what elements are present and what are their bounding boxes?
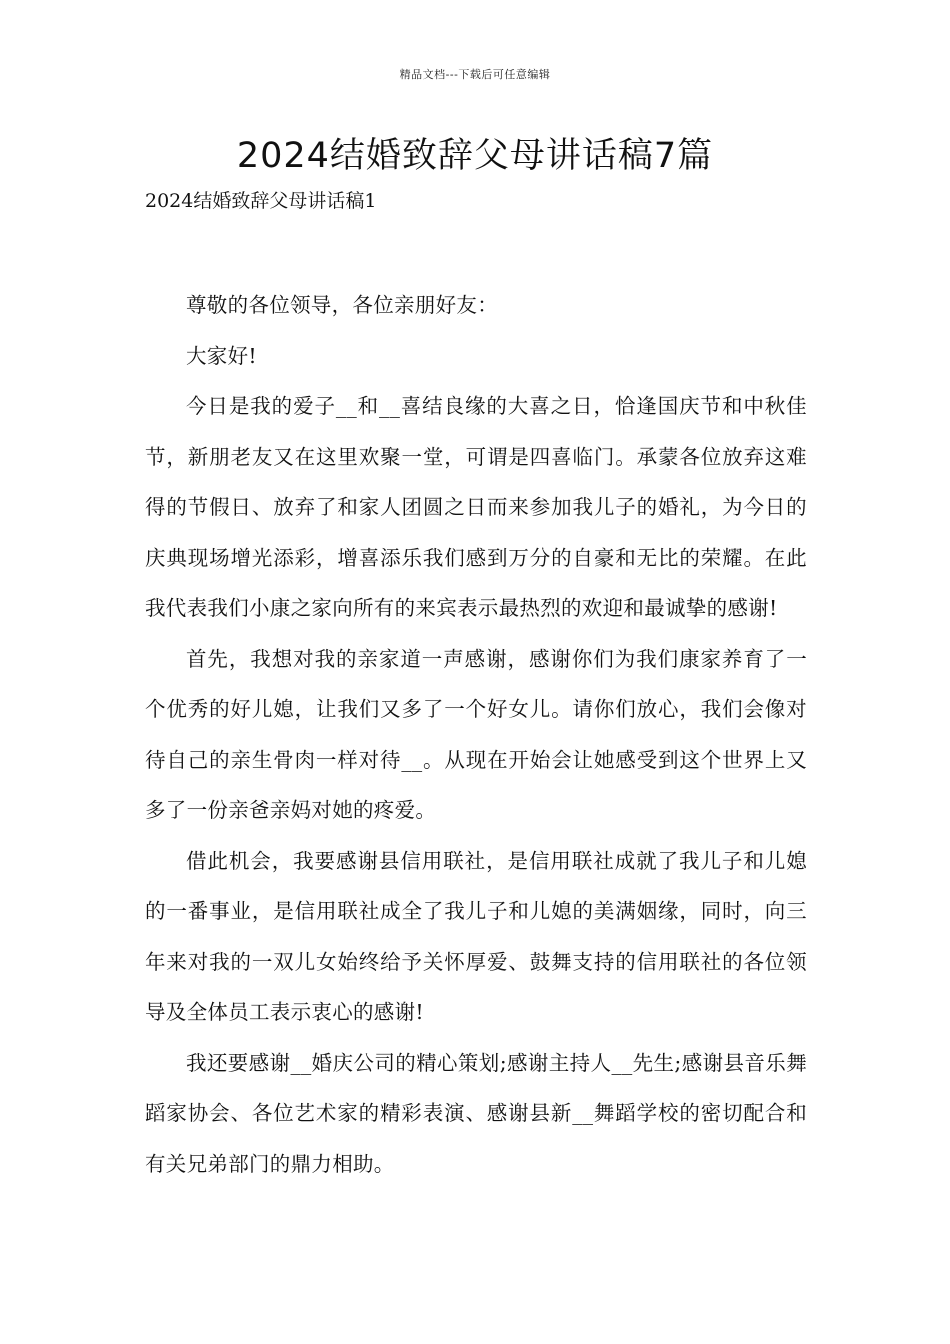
- paragraph-salutation: 尊敬的各位领导，各位亲朋好友：: [186, 293, 498, 317]
- header-note: 精品文档---下载后可任意编辑: [399, 68, 551, 81]
- paragraph-thanks-in-laws: 首先，我想对我的亲家道一声感谢，感谢你们为我们康家养育了一个优秀的好儿媳，让我们又多了一个好女儿。请你们放心，我们会像对待自己的亲生骨肉一样对待__。从现在开始会让她感受到这个世界上又多了一份亲爸亲妈对她的疼爱。: [145, 646, 807, 822]
- document-title: 2024结婚致辞父母讲话稿7篇: [236, 136, 714, 176]
- paragraph-greeting: 大家好!: [186, 343, 257, 368]
- paragraph-opening: 今日是我的爱子__和__喜结良缘的大喜之日，恰逢国庆节和中秋佳节，新朋老友又在这里欢聚一堂，可谓是四喜临门。承蒙各位放弃这难得的节假日、放弃了和家人团圆之日而来参加我儿子的婚礼，为今日的庆典现场增光添彩，增喜添乐我们感到万分的自豪和无比的荣耀。在此我代表我们小康之家向所有的来宾表示最热烈的欢迎和最诚挚的感谢!: [145, 394, 807, 620]
- section-heading: 2024结婚致辞父母讲话稿1: [145, 190, 377, 212]
- paragraph-thanks-others: 我还要感谢__婚庆公司的精心策划;感谢主持人__先生;感谢县音乐舞蹈家协会、各位艺术家的精彩表演、感谢县新__舞蹈学校的密切配合和有关兄弟部门的鼎力相助。: [145, 1050, 807, 1176]
- paragraph-thanks-credit-union: 借此机会，我要感谢县信用联社，是信用联社成就了我儿子和儿媳的一番事业，是信用联社成全了我儿子和儿媳的美满姻缘，同时，向三年来对我的一双儿女始终给予关怀厚爱、鼓舞支持的信用联社的各位领导及全体员工表示衷心的感谢!: [145, 848, 807, 1024]
- document-body: [145, 280, 807, 1189]
